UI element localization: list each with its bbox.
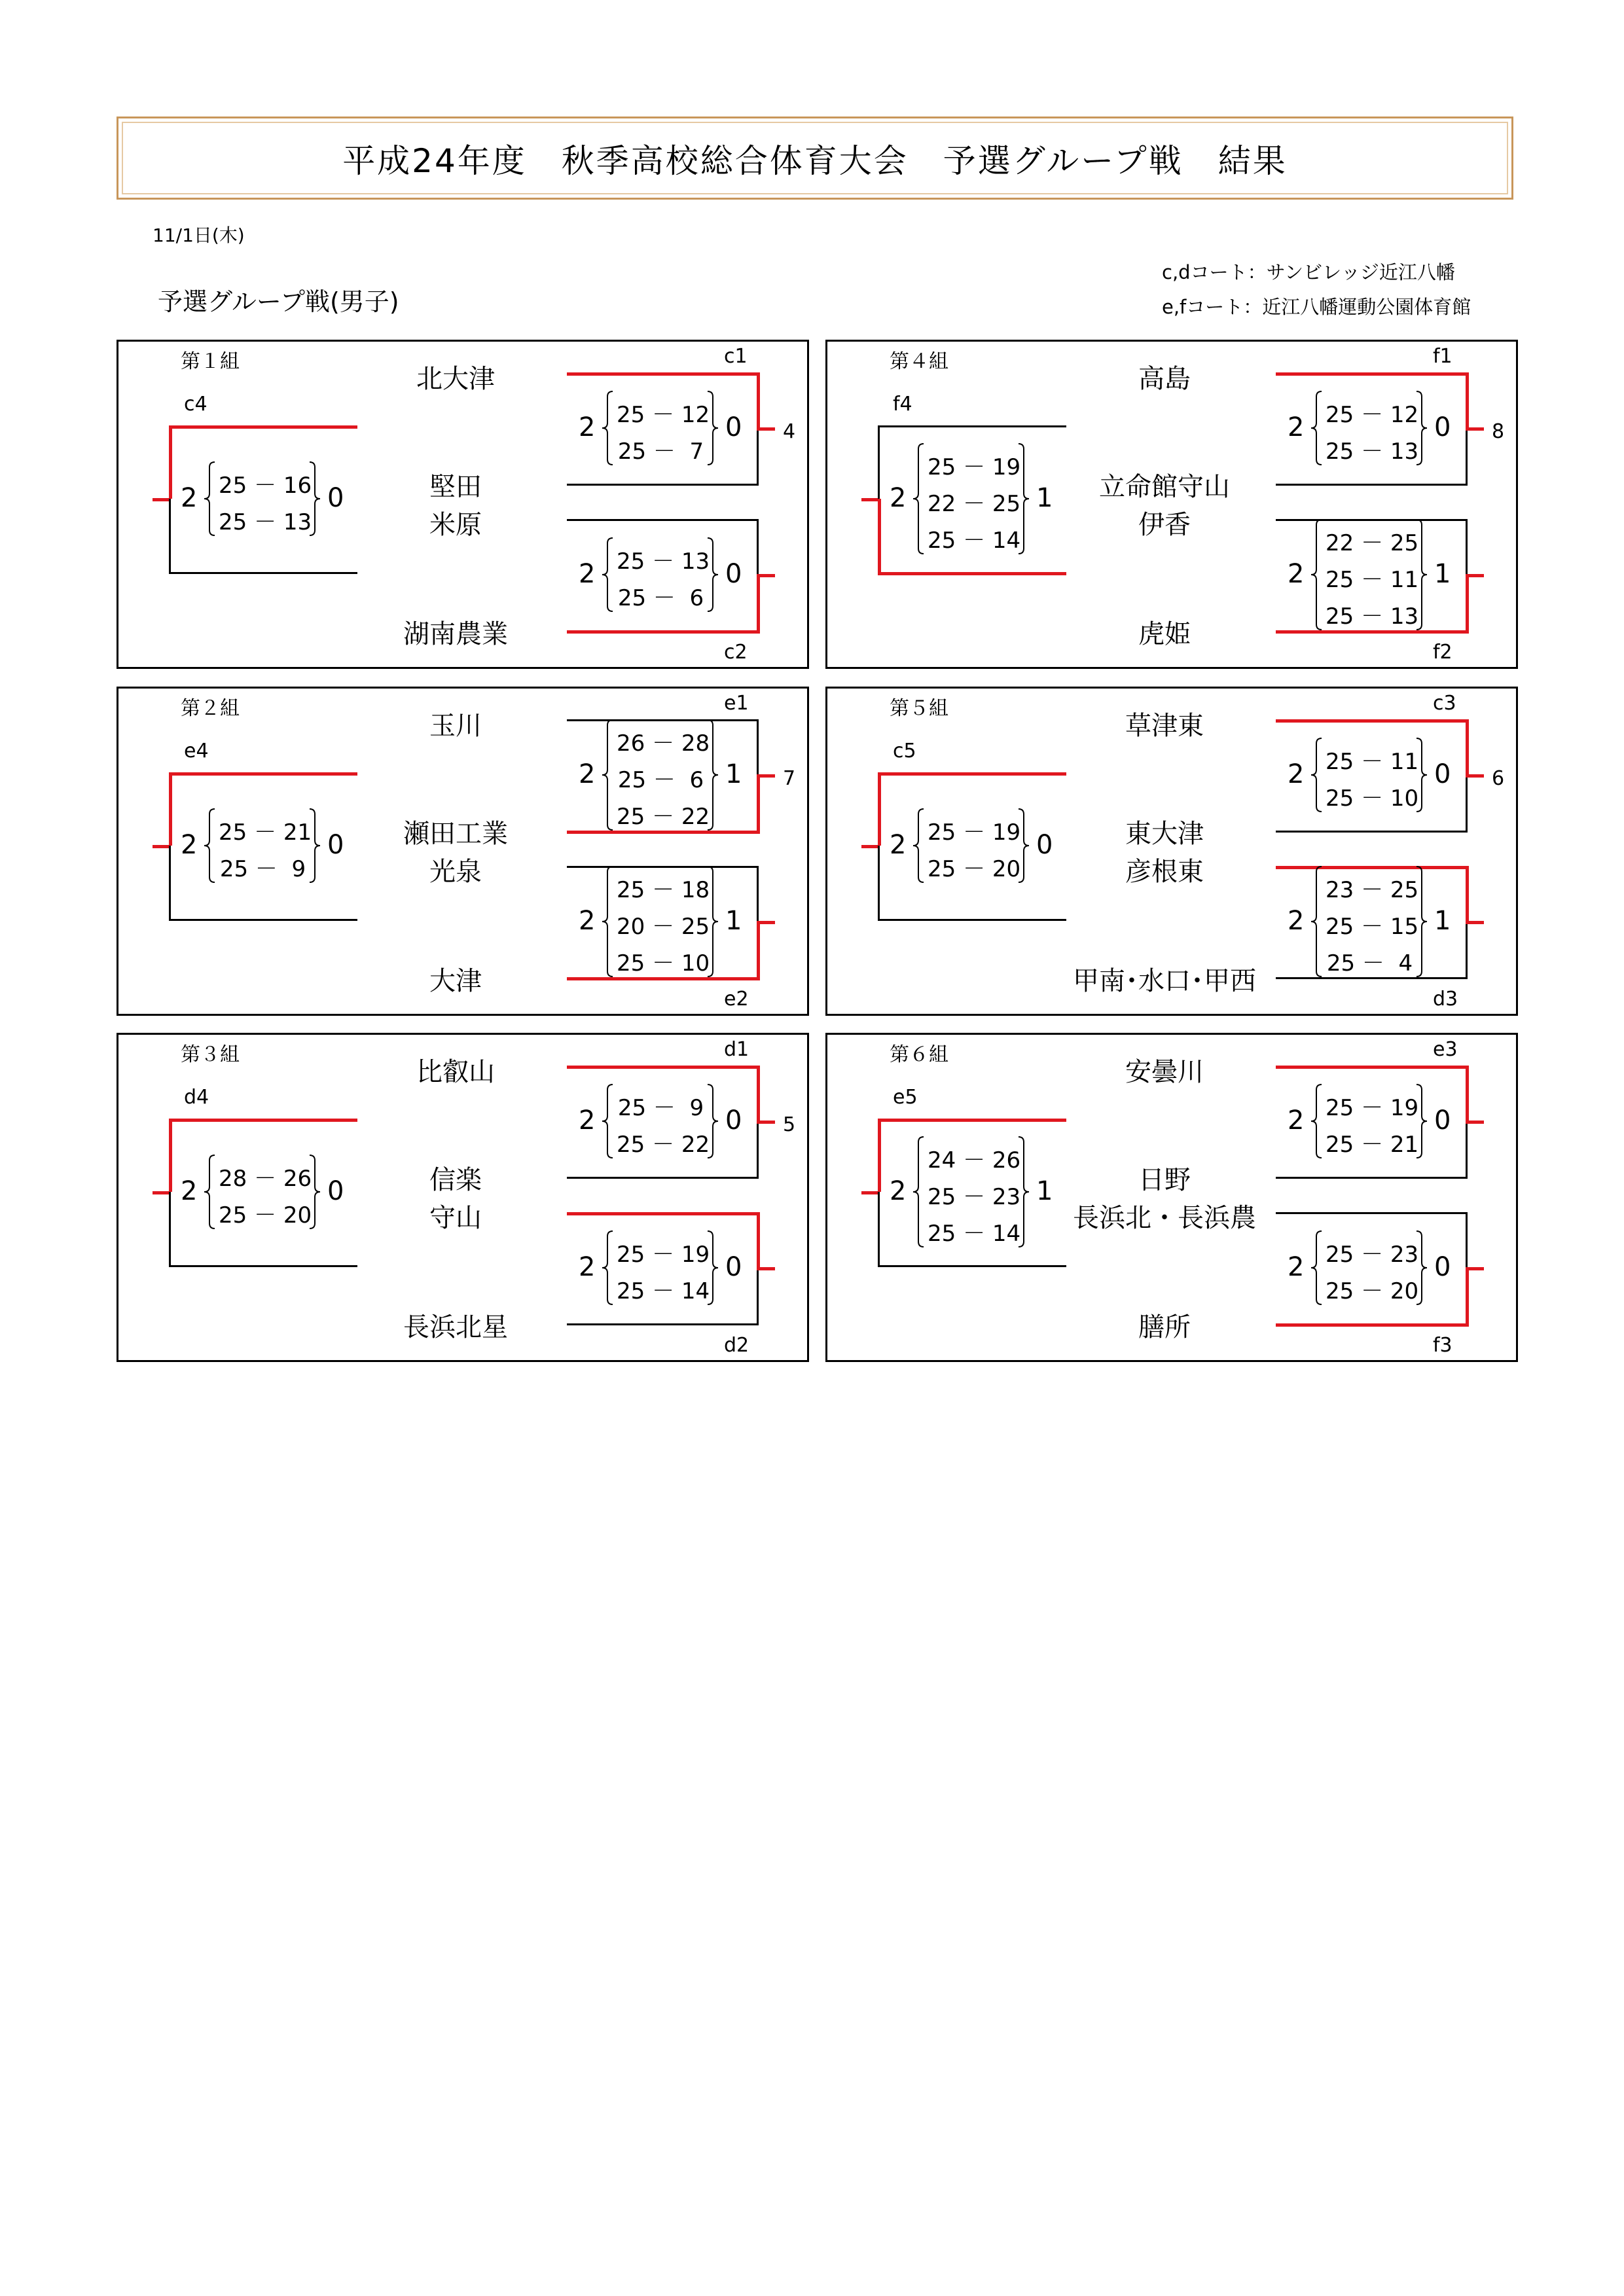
left_match-sets-won-right: 0 <box>327 830 344 860</box>
set-score: 25 － 23 <box>1326 1242 1419 1268</box>
right_bottom-brace-left <box>601 538 614 611</box>
right_bottom-brace-right <box>1415 1231 1428 1304</box>
right_bottom-arm-top <box>567 519 757 521</box>
group-label: 第２組 <box>181 697 240 720</box>
right_bottom-stem-bottom <box>757 922 760 980</box>
set-score: 25 － 19 <box>928 454 1021 480</box>
set-score: 25 － 6 <box>617 767 704 793</box>
match-code: c4 <box>184 393 208 416</box>
left_match-sets-won-left: 2 <box>890 483 907 513</box>
right_top-sets-won-right: 1 <box>725 759 742 789</box>
left_match-arm-top <box>878 772 1066 776</box>
set-score: 25 － 20 <box>928 856 1021 882</box>
team-mid-2: 伊香 <box>1138 510 1191 540</box>
left_match-stem-bottom <box>169 846 171 919</box>
left_match-set-scores <box>219 1155 312 1229</box>
team-mid-1: 日野 <box>1138 1165 1191 1195</box>
right_top-sets-won-left: 2 <box>1288 412 1305 442</box>
right_top-brace-left <box>1310 1085 1323 1158</box>
left_match-connector <box>861 498 878 501</box>
right_bottom-sets-won-left: 2 <box>579 906 596 936</box>
right_bottom-arm-bottom <box>567 977 757 980</box>
match-code: e5 <box>893 1086 918 1109</box>
right_top-sets-won-right: 0 <box>725 1105 742 1136</box>
team-top: 安曇川 <box>1125 1057 1204 1087</box>
team-mid-2: 長浜北・長浜農 <box>1073 1203 1256 1233</box>
right_bottom-brace-right <box>706 1231 719 1304</box>
set-score: 25 － 4 <box>1326 950 1413 977</box>
group-rank: 6 <box>1492 767 1505 790</box>
page-title: 平成24年度 秋季高校総合体育大会 予選グループ戦 結果 <box>117 117 1513 200</box>
right_top-stem-bottom <box>757 1121 759 1179</box>
team-mid-1: 堅田 <box>429 472 482 502</box>
team-mid-1: 東大津 <box>1125 819 1204 849</box>
right_top-set-scores <box>617 1085 710 1158</box>
set-score: 23 － 25 <box>1326 877 1419 903</box>
set-score: 25 － 14 <box>617 1278 710 1304</box>
right_top-set-scores <box>1326 1085 1419 1158</box>
match-code: e3 <box>1433 1038 1458 1061</box>
right_bottom-brace-left <box>601 1231 614 1304</box>
team-mid-2: 守山 <box>429 1203 482 1233</box>
right_top-connector <box>1466 1121 1484 1124</box>
set-score: 25 － 13 <box>1326 439 1419 465</box>
team-bottom: 長浜北星 <box>403 1312 508 1342</box>
set-score: 25 － 22 <box>617 1132 710 1158</box>
left_match-connector <box>153 498 169 501</box>
right_bottom-stem-top <box>1466 866 1469 922</box>
left_match-brace-right <box>308 462 321 535</box>
group-label: 第６組 <box>890 1043 948 1066</box>
right_bottom-sets-won-left: 2 <box>1288 1252 1305 1282</box>
right_top-set-scores <box>617 720 710 830</box>
right_top-brace-left <box>601 1085 614 1158</box>
left_match-set-scores <box>928 809 1021 882</box>
left_match-arm-bottom <box>169 919 357 921</box>
left_match-brace-left <box>912 809 925 882</box>
group-panel <box>117 340 809 669</box>
right_top-set-scores <box>1326 738 1419 812</box>
right_bottom-arm-bottom <box>1276 977 1466 979</box>
match-code: e1 <box>724 692 749 715</box>
right_top-connector <box>1466 774 1484 778</box>
left_match-stem-bottom <box>169 499 171 572</box>
set-score: 25 － 7 <box>617 439 704 465</box>
right_top-stem-top <box>757 1066 760 1121</box>
match-code: c1 <box>724 345 748 368</box>
right_bottom-stem-top <box>1466 519 1468 575</box>
group-rank: 5 <box>783 1113 796 1136</box>
right_bottom-set-scores <box>1326 1231 1419 1304</box>
left_match-sets-won-left: 2 <box>181 483 198 513</box>
right_top-sets-won-left: 2 <box>579 412 596 442</box>
right_top-set-scores <box>617 391 710 465</box>
left_match-brace-left <box>203 1155 216 1229</box>
right_top-arm-bottom <box>1276 831 1466 833</box>
right_top-brace-left <box>601 720 614 830</box>
left_match-arm-bottom <box>169 572 357 574</box>
left_match-sets-won-right: 0 <box>327 1176 344 1206</box>
right_top-stem-bottom <box>1466 775 1468 833</box>
set-score: 25 － 13 <box>1326 603 1419 630</box>
team-bottom: 虎姫 <box>1138 619 1191 649</box>
right_bottom-arm-bottom <box>567 630 757 634</box>
left_match-stem-top <box>878 772 881 846</box>
match-code: f3 <box>1433 1334 1453 1357</box>
set-score: 25 － 16 <box>219 473 312 499</box>
group-rank: 8 <box>1492 420 1505 443</box>
left_match-arm-top <box>878 1119 1066 1122</box>
right_bottom-connector <box>757 921 775 924</box>
right_top-stem-bottom <box>1466 1121 1468 1179</box>
left_match-brace-left <box>203 809 216 882</box>
left_match-sets-won-right: 1 <box>1036 1176 1053 1206</box>
set-score: 25 － 10 <box>617 950 710 977</box>
left_match-arm-bottom <box>169 1265 357 1267</box>
left_match-stem-bottom <box>878 499 881 572</box>
set-score: 22 － 25 <box>1326 530 1419 556</box>
team-mid-1: 立命館守山 <box>1099 472 1230 502</box>
match-code: d3 <box>1433 988 1458 1011</box>
left_match-connector <box>153 1191 169 1194</box>
team-mid-1: 瀬田工業 <box>403 819 508 849</box>
left_match-brace-left <box>912 444 925 554</box>
team-bottom: 甲南･水口･甲西 <box>1073 966 1256 996</box>
team-mid-2: 彦根東 <box>1125 857 1204 887</box>
right_top-brace-right <box>1415 738 1428 812</box>
team-mid-2: 光泉 <box>429 857 482 887</box>
right_top-stem-bottom <box>757 775 760 834</box>
left_match-brace-right <box>1017 809 1030 882</box>
right_bottom-sets-won-right: 0 <box>1434 1252 1451 1282</box>
right_top-stem-bottom <box>1466 428 1468 486</box>
team-top: 高島 <box>1138 364 1191 394</box>
right_bottom-sets-won-left: 2 <box>1288 559 1305 589</box>
group-panel <box>825 687 1518 1016</box>
left_match-connector <box>861 845 878 848</box>
right_top-stem-top <box>757 719 759 775</box>
right_bottom-brace-right <box>706 867 719 977</box>
group-label: 第３組 <box>181 1043 240 1066</box>
right_top-connector <box>757 1121 775 1124</box>
match-code: f1 <box>1433 345 1453 368</box>
set-score: 25 － 13 <box>219 509 312 535</box>
right_bottom-stem-bottom <box>1466 575 1469 634</box>
set-score: 25 － 19 <box>1326 1095 1419 1121</box>
set-score: 26 － 28 <box>617 730 710 757</box>
right_bottom-set-scores <box>617 867 710 977</box>
left_match-sets-won-left: 2 <box>890 1176 907 1206</box>
team-bottom: 膳所 <box>1138 1312 1191 1342</box>
right_bottom-stem-bottom <box>757 575 760 634</box>
left_match-set-scores <box>928 1137 1021 1247</box>
right_top-sets-won-right: 0 <box>1434 412 1451 442</box>
right_bottom-sets-won-left: 2 <box>1288 906 1305 936</box>
right_bottom-set-scores <box>617 1231 710 1304</box>
right_top-sets-won-left: 2 <box>579 1105 596 1136</box>
right_top-arm-bottom <box>1276 484 1466 486</box>
left_match-brace-right <box>1017 1137 1030 1247</box>
set-score: 25 － 11 <box>1326 567 1419 593</box>
right_top-arm-top <box>567 372 757 376</box>
right_bottom-stem-bottom <box>757 1268 759 1325</box>
left_match-stem-top <box>169 425 172 499</box>
right_bottom-sets-won-right: 1 <box>1434 906 1451 936</box>
left_match-arm-top <box>169 772 357 776</box>
right_bottom-connector <box>1466 1267 1484 1270</box>
venue-cd: c,dコート：サンビレッジ近江八幡 <box>1162 261 1455 283</box>
left_match-connector <box>861 1191 878 1194</box>
right_bottom-stem-top <box>757 866 759 922</box>
right_top-stem-top <box>1466 719 1469 775</box>
right_bottom-sets-won-left: 2 <box>579 1252 596 1282</box>
set-score: 25 － 12 <box>1326 402 1419 428</box>
group-panel <box>825 340 1518 669</box>
set-score: 25 － 19 <box>928 819 1021 846</box>
team-top: 北大津 <box>416 364 495 394</box>
left_match-set-scores <box>928 444 1021 554</box>
match-code: f2 <box>1433 641 1453 664</box>
set-score: 25 － 22 <box>617 804 710 830</box>
right_top-stem-top <box>1466 372 1469 428</box>
section-heading: 予選グループ戦(男子) <box>158 287 399 316</box>
group-label: 第５組 <box>890 697 948 720</box>
set-score: 25 － 21 <box>1326 1132 1419 1158</box>
group-label: 第４組 <box>890 350 948 373</box>
right_top-sets-won-left: 2 <box>1288 759 1305 789</box>
right_top-arm-top <box>1276 372 1466 376</box>
set-score: 25 － 10 <box>1326 785 1419 812</box>
match-code: e2 <box>724 988 749 1011</box>
left_match-sets-won-left: 2 <box>181 830 198 860</box>
right_bottom-connector <box>1466 574 1484 577</box>
team-bottom: 湖南農業 <box>403 619 508 649</box>
left_match-brace-right <box>308 1155 321 1229</box>
right_bottom-arm-bottom <box>1276 1323 1466 1327</box>
right_bottom-connector <box>757 1267 775 1270</box>
left_match-sets-won-left: 2 <box>181 1176 198 1206</box>
set-score: 25 － 14 <box>928 528 1021 554</box>
match-code: d2 <box>724 1334 749 1357</box>
left_match-sets-won-right: 1 <box>1036 483 1053 513</box>
left_match-sets-won-left: 2 <box>890 830 907 860</box>
match-code: c3 <box>1433 692 1456 715</box>
team-mid-2: 米原 <box>429 510 482 540</box>
match-code: e4 <box>184 740 209 762</box>
venue-ef: e,fコート：近江八幡運動公園体育館 <box>1162 296 1471 318</box>
group-panel <box>117 687 809 1016</box>
right_top-sets-won-right: 0 <box>1434 1105 1451 1136</box>
left_match-arm-top <box>169 425 357 429</box>
match-code: f4 <box>893 393 912 416</box>
right_bottom-brace-left <box>601 867 614 977</box>
left_match-brace-left <box>912 1137 925 1247</box>
right_top-arm-top <box>1276 719 1466 723</box>
team-top: 玉川 <box>429 711 482 741</box>
set-score: 25 － 18 <box>617 877 710 903</box>
left_match-set-scores <box>219 462 312 535</box>
group-rank: 4 <box>783 420 796 443</box>
left_match-stem-top <box>169 772 172 846</box>
set-score: 24 － 26 <box>928 1147 1021 1174</box>
right_top-brace-right <box>1415 1085 1428 1158</box>
right_bottom-brace-right <box>706 538 719 611</box>
match-code: d1 <box>724 1038 749 1061</box>
team-top: 草津東 <box>1125 711 1204 741</box>
right_bottom-sets-won-right: 1 <box>725 906 742 936</box>
right_bottom-set-scores <box>1326 867 1419 977</box>
left_match-stem-bottom <box>169 1192 171 1265</box>
left_match-stem-bottom <box>878 1192 880 1265</box>
right_bottom-brace-left <box>1310 520 1323 630</box>
group-panel <box>825 1033 1518 1362</box>
left_match-arm-top <box>878 425 1066 427</box>
right_bottom-connector <box>757 574 775 577</box>
right_top-arm-top <box>1276 1066 1466 1069</box>
team-top: 比叡山 <box>416 1057 495 1087</box>
left_match-arm-bottom <box>878 572 1066 575</box>
right_top-sets-won-left: 2 <box>1288 1105 1305 1136</box>
right_bottom-set-scores <box>1326 520 1419 630</box>
match-code: c2 <box>724 641 748 664</box>
right_bottom-stem-top <box>757 519 759 575</box>
right_bottom-arm-bottom <box>567 1323 757 1325</box>
right_top-arm-bottom <box>567 1177 757 1179</box>
right_top-brace-left <box>601 391 614 465</box>
right_top-arm-bottom <box>1276 1177 1466 1179</box>
left_match-arm-bottom <box>878 1265 1066 1267</box>
right_top-arm-bottom <box>567 484 757 486</box>
right_top-stem-top <box>1466 1066 1469 1121</box>
right_top-set-scores <box>1326 391 1419 465</box>
right_top-arm-bottom <box>567 831 757 834</box>
match-code: c5 <box>893 740 916 762</box>
set-score: 25 － 20 <box>1326 1278 1419 1304</box>
group-label: 第１組 <box>181 350 240 373</box>
left_match-brace-right <box>1017 444 1030 554</box>
set-score: 25 － 15 <box>1326 914 1419 940</box>
left_match-brace-right <box>308 809 321 882</box>
right_bottom-stem-top <box>1466 1212 1468 1268</box>
group-panel <box>117 1033 809 1362</box>
set-score: 28 － 26 <box>219 1166 312 1192</box>
right_bottom-sets-won-left: 2 <box>579 559 596 589</box>
right_bottom-stem-top <box>757 1212 760 1268</box>
set-score: 25 － 6 <box>617 585 704 611</box>
right_bottom-set-scores <box>617 538 710 611</box>
set-score: 25 － 13 <box>617 548 710 575</box>
set-score: 25 － 21 <box>219 819 312 846</box>
right_top-connector <box>757 427 775 431</box>
set-score: 25 － 9 <box>219 856 306 882</box>
right_top-sets-won-right: 0 <box>725 412 742 442</box>
right_top-sets-won-left: 2 <box>579 759 596 789</box>
left_match-sets-won-right: 0 <box>327 483 344 513</box>
right_bottom-brace-left <box>1310 1231 1323 1304</box>
right_bottom-arm-bottom <box>1276 630 1466 634</box>
left_match-arm-bottom <box>878 919 1066 921</box>
right_bottom-brace-right <box>1415 867 1428 977</box>
right_top-stem-top <box>757 372 760 428</box>
set-score: 25 － 23 <box>928 1184 1021 1210</box>
right_bottom-stem-bottom <box>1466 1268 1469 1327</box>
left_match-connector <box>153 845 169 848</box>
right_top-brace-left <box>1310 391 1323 465</box>
left_match-stem-top <box>878 425 880 499</box>
set-score: 25 － 12 <box>617 402 710 428</box>
left_match-set-scores <box>219 809 312 882</box>
right_top-connector <box>1466 427 1484 431</box>
right_top-brace-right <box>706 391 719 465</box>
set-score: 25 － 19 <box>617 1242 710 1268</box>
set-score: 25 － 9 <box>617 1095 704 1121</box>
right_bottom-sets-won-right: 0 <box>725 1252 742 1282</box>
right_bottom-brace-left <box>1310 867 1323 977</box>
right_top-brace-left <box>1310 738 1323 812</box>
right_top-brace-right <box>1415 391 1428 465</box>
set-score: 22 － 25 <box>928 491 1021 517</box>
set-score: 25 － 20 <box>219 1202 312 1229</box>
right_bottom-stem-bottom <box>1466 922 1468 979</box>
set-score: 25 － 11 <box>1326 749 1419 775</box>
left_match-stem-bottom <box>878 846 880 919</box>
right_bottom-arm-top <box>567 1212 757 1215</box>
right_top-stem-bottom <box>757 428 759 486</box>
right_top-brace-right <box>706 1085 719 1158</box>
right_top-brace-right <box>706 720 719 830</box>
right_top-arm-top <box>567 1066 757 1069</box>
group-rank: 7 <box>783 767 796 790</box>
right_top-sets-won-right: 0 <box>1434 759 1451 789</box>
right_top-connector <box>757 774 775 778</box>
match-code: d4 <box>184 1086 209 1109</box>
set-score: 25 － 14 <box>928 1221 1021 1247</box>
right_bottom-arm-top <box>1276 1212 1466 1214</box>
right_bottom-sets-won-right: 0 <box>725 559 742 589</box>
right_bottom-brace-right <box>1415 520 1428 630</box>
team-bottom: 大津 <box>429 966 482 996</box>
left_match-sets-won-right: 0 <box>1036 830 1053 860</box>
right_bottom-sets-won-right: 1 <box>1434 559 1451 589</box>
right_bottom-connector <box>1466 921 1484 924</box>
left_match-stem-top <box>169 1119 172 1192</box>
set-score: 20 － 25 <box>617 914 710 940</box>
team-mid-1: 信楽 <box>429 1165 482 1195</box>
left_match-stem-top <box>878 1119 881 1192</box>
left_match-arm-top <box>169 1119 357 1122</box>
date-label: 11/1日(木) <box>153 224 245 246</box>
left_match-brace-left <box>203 462 216 535</box>
